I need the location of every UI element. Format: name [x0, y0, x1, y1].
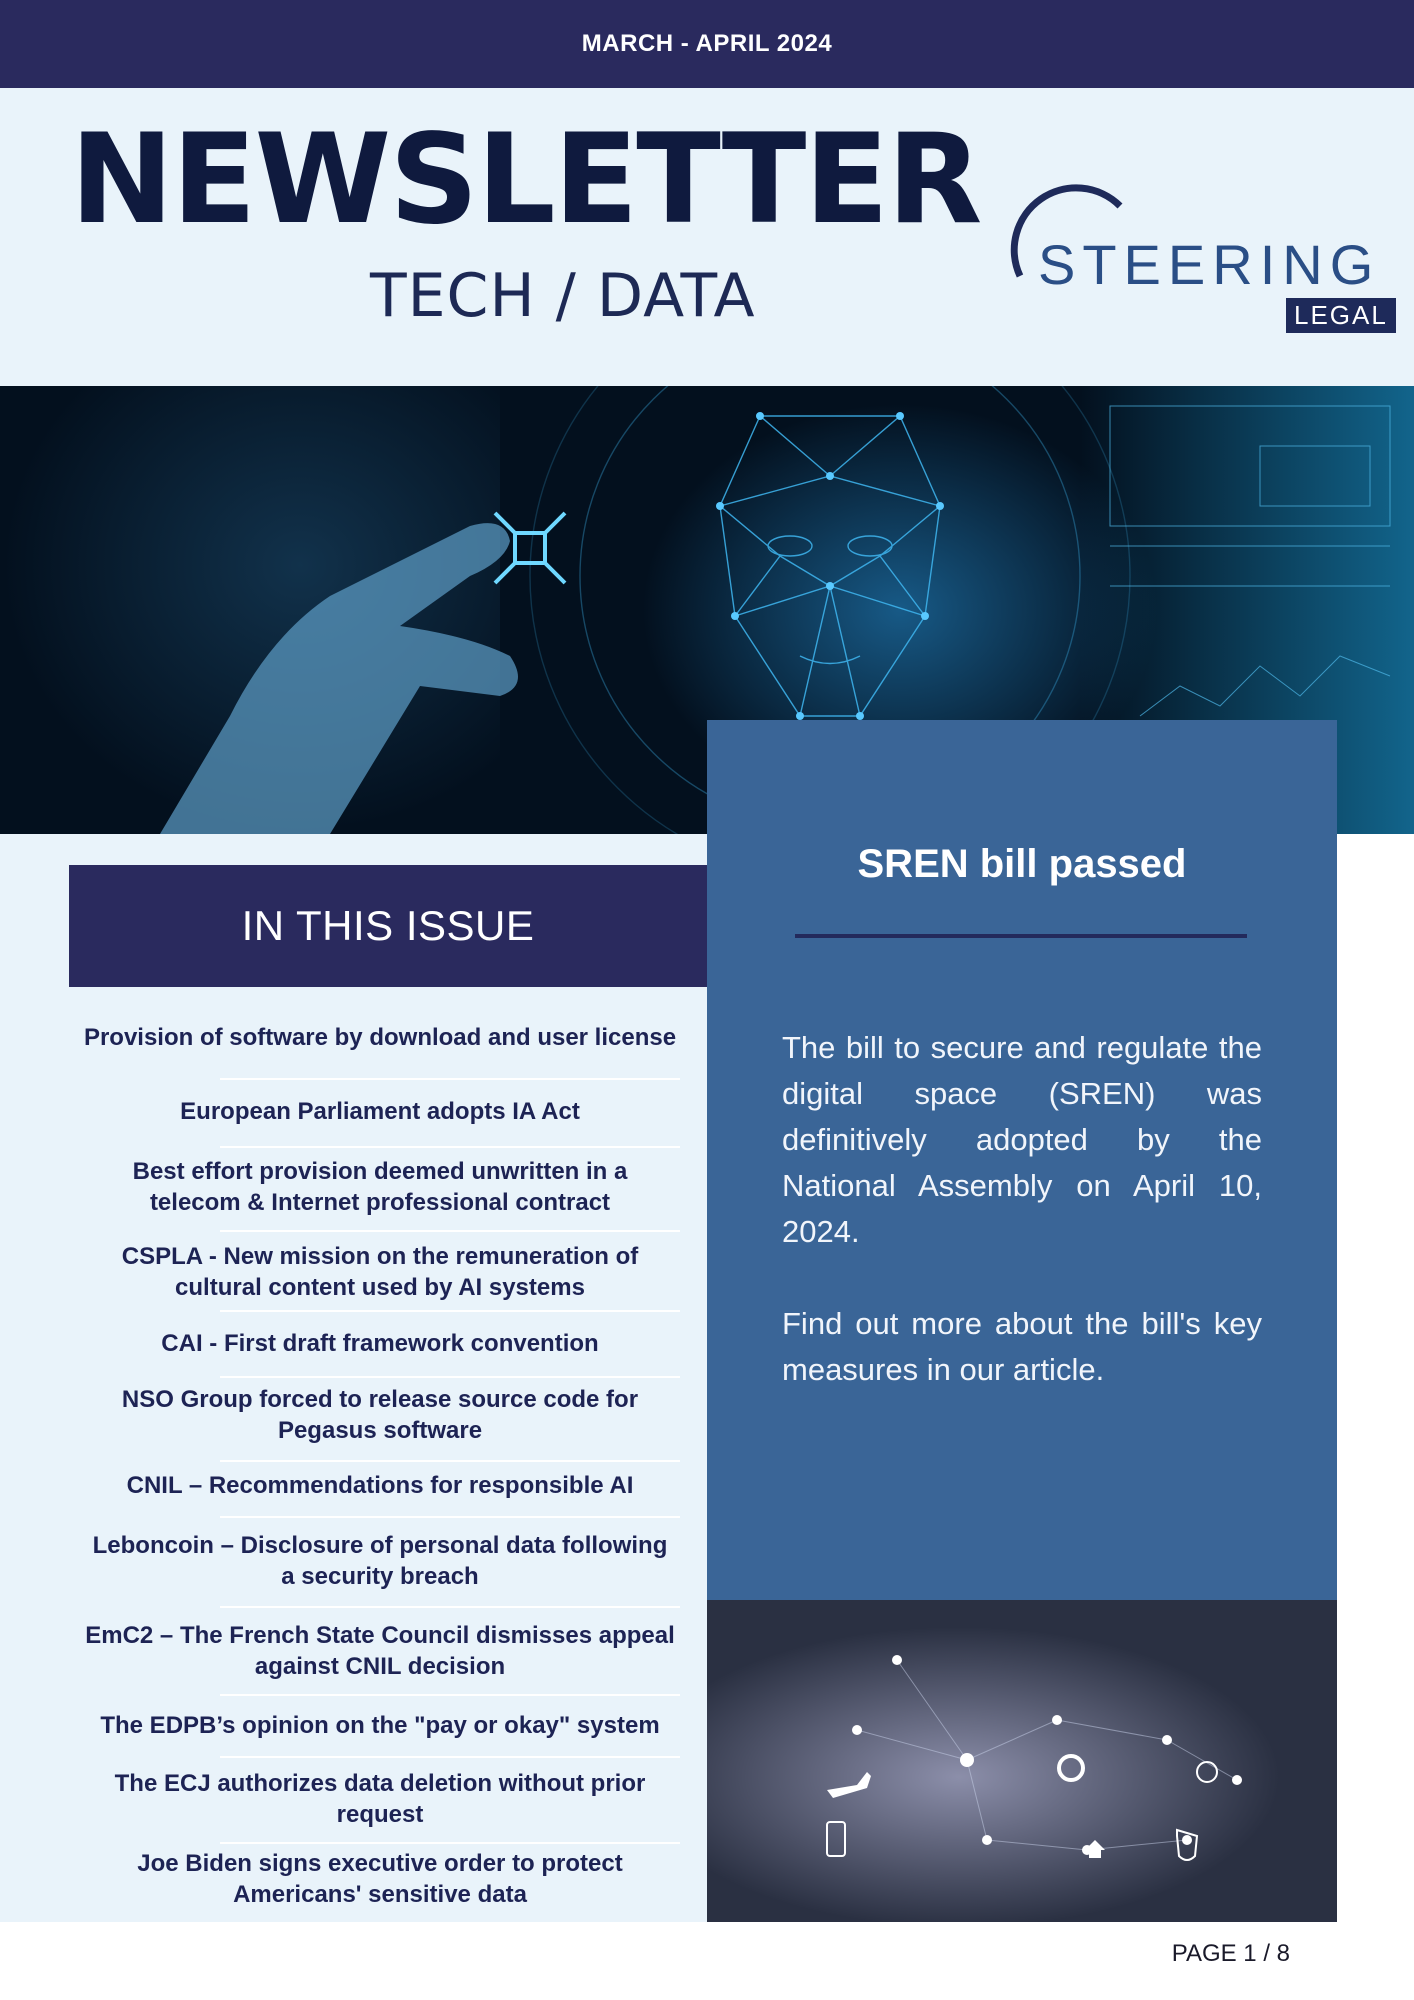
issue-item[interactable]: Leboncoin – Disclosure of personal data following a security breach [92, 1532, 668, 1590]
top-banner [0, 0, 1414, 88]
issue-separator [220, 1078, 680, 1080]
gear-icon [1059, 1756, 1083, 1780]
issue-separator [220, 1146, 680, 1148]
phone-icon [827, 1822, 845, 1856]
home-icon [1085, 1840, 1105, 1858]
page-number: PAGE 1 / 8 [1171, 1940, 1290, 1967]
dollar-icon [1197, 1762, 1217, 1782]
issue-item[interactable]: CNIL – Recommendations for responsible AI [126, 1472, 634, 1499]
steering-legal-logo [1000, 180, 1390, 340]
feature-body [782, 1025, 1262, 1439]
issue-item[interactable]: CAI - First draft framework convention [161, 1330, 599, 1357]
feature-title[interactable]: SREN bill passed [857, 842, 1187, 886]
in-this-issue-title: IN THIS ISSUE [241, 902, 535, 949]
issue-item[interactable]: Provision of software by download and user license [83, 1024, 677, 1051]
issue-item[interactable]: Best effort provision deemed unwritten in a telecom & Internet professional contract [132, 1158, 628, 1216]
issue-separator [220, 1606, 680, 1608]
logo-wordmark: STEERING [1038, 233, 1381, 296]
issue-separator [220, 1756, 680, 1758]
date-range: MARCH - APRIL 2024 [581, 30, 833, 57]
issue-separator [220, 1842, 680, 1844]
newsletter-subtitle: TECH / DATA [370, 261, 756, 331]
feature-paragraph: Find out more about the bill's key measures in our article. [782, 1306, 1262, 1387]
issue-panel-background [0, 834, 707, 1922]
feature-divider [795, 934, 1247, 938]
issue-item[interactable]: European Parliament adopts IA Act [180, 1098, 580, 1125]
issue-separator [220, 1376, 680, 1378]
issue-item[interactable]: The EDPB’s opinion on the "pay or okay" system [100, 1712, 660, 1739]
network-icons-illustration [707, 1600, 1337, 1922]
issue-item[interactable]: CSPLA - New mission on the remuneration of cultural content used by AI systems [121, 1243, 639, 1301]
feature-paragraph: The bill to secure and regulate the digital space (SREN) was definitively adopted by the National Assembly on April 10, 2024. [782, 1030, 1262, 1249]
feature-box [707, 720, 1337, 1600]
issue-separator [220, 1460, 680, 1462]
issue-item[interactable]: NSO Group forced to release source code for Pegasus software [121, 1386, 639, 1444]
issue-separator [220, 1310, 680, 1312]
airplane-icon [827, 1772, 871, 1798]
issue-item[interactable]: Joe Biden signs executive order to protect Americans' sensitive data [137, 1850, 623, 1908]
in-this-issue-header [69, 865, 707, 987]
issue-separator [220, 1230, 680, 1232]
issue-separator [220, 1694, 680, 1696]
issue-separator [220, 1516, 680, 1518]
issue-item[interactable]: The ECJ authorizes data deletion without prior request [114, 1770, 646, 1828]
hand-shape [160, 523, 518, 834]
network-photo [707, 1600, 1337, 1922]
issue-item[interactable]: EmC2 – The French State Council dismisses appeal against CNIL decision [85, 1622, 675, 1680]
logo-tag: LEGAL [1286, 298, 1396, 333]
newsletter-title: NEWSLETTER [70, 108, 981, 252]
